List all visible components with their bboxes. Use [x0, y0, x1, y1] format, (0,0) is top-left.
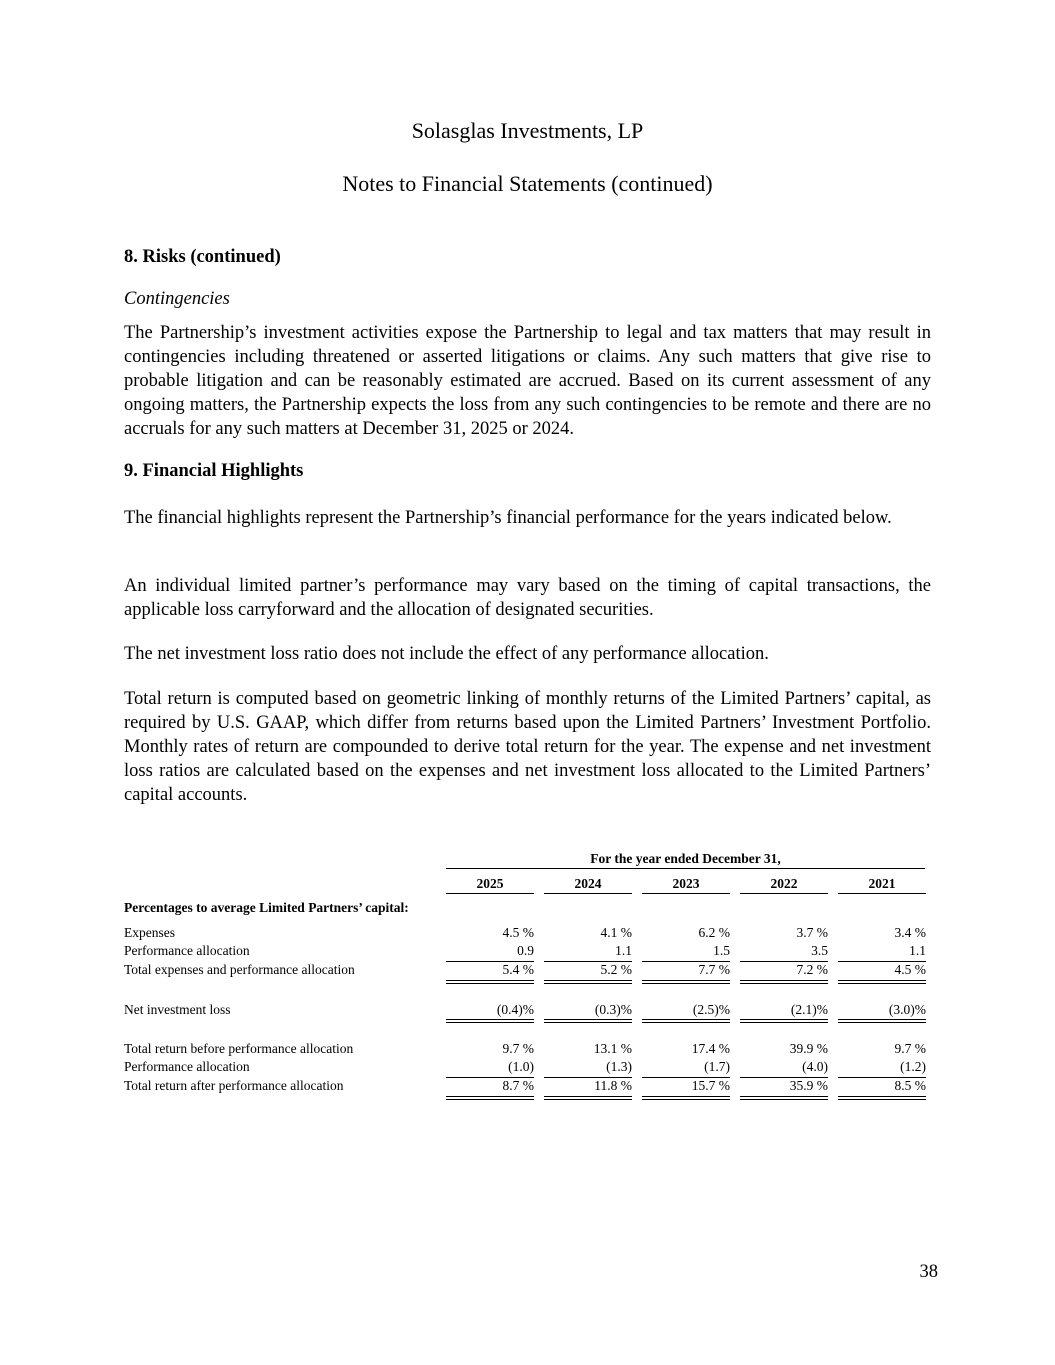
section-8-heading: 8. Risks (continued) [124, 247, 281, 267]
table-cell: 39.9 % [789, 1041, 828, 1056]
subtotal-rule [446, 961, 534, 962]
table-cell: 35.9 % [789, 1078, 828, 1093]
table-cell: 15.7 % [691, 1078, 730, 1093]
total-double-rule [740, 1019, 828, 1023]
table-cell: 3.4 % [894, 925, 926, 940]
table-cell: 4.1 % [600, 925, 632, 940]
row-label: Total return after performance allocation [124, 1078, 344, 1093]
table-cell: 7.7 % [698, 962, 730, 977]
period-underline [446, 868, 925, 869]
row-label: Total return before performance allocation [124, 1041, 354, 1056]
paragraph: Total return is computed based on geometric linking of monthly returns of the Limited Partners’ capital, as required by U.S. GAAP, which differ from returns based upon the Limited Partners’ Investment Portfolio. Monthly rates of return are compounded to derive total return for the year. The expense and net investment loss ratios are calculated based on the expenses and net investment loss allocated to the Limited Partners’ capital accounts. [124, 689, 931, 805]
subtotal-rule [446, 1077, 534, 1078]
section-label: Percentages to average Limited Partners’ capital: [124, 900, 409, 915]
table-cell: 1.5 [713, 943, 730, 958]
page-subtitle: Notes to Financial Statements (continued) [342, 171, 713, 196]
table-cell: 9.7 % [502, 1041, 534, 1056]
paragraph: An individual limited partner’s performance may vary based on the timing of capital transactions, the applicable loss carryforward and the allocation of designated securities. [124, 576, 931, 620]
subtotal-rule [642, 1077, 730, 1078]
table-cell: (2.1)% [790, 1002, 828, 1017]
paragraph: The net investment loss ratio does not include the effect of any performance allocation. [124, 644, 769, 664]
table-cell: 11.8 % [594, 1078, 632, 1093]
year-header: 2024 [574, 876, 602, 891]
subtotal-rule [740, 1077, 828, 1078]
total-double-rule [642, 980, 730, 984]
year-header: 2025 [476, 876, 504, 891]
year-underline [740, 893, 828, 894]
row-label: Expenses [124, 925, 175, 940]
table-cell: 9.7 % [894, 1041, 926, 1056]
table-cell: (0.4)% [496, 1002, 534, 1017]
subtotal-rule [544, 961, 632, 962]
total-double-rule [740, 1096, 828, 1100]
total-double-rule [544, 1019, 632, 1023]
table-cell: (2.5)% [692, 1002, 730, 1017]
contingencies-subheading: Contingencies [124, 289, 230, 309]
subtotal-rule [740, 961, 828, 962]
table-cell: (1.0) [508, 1059, 534, 1074]
table-cell: 5.4 % [502, 962, 534, 977]
period-header: For the year ended December 31, [590, 851, 781, 866]
year-header: 2021 [868, 876, 896, 891]
year-underline [446, 893, 534, 894]
total-double-rule [838, 1019, 926, 1023]
row-label: Net investment loss [124, 1002, 231, 1017]
total-double-rule [544, 980, 632, 984]
row-label: Performance allocation [124, 1059, 250, 1074]
table-cell: (4.0) [802, 1059, 828, 1074]
year-header: 2023 [672, 876, 700, 891]
table-cell: (1.2) [900, 1059, 926, 1074]
table-cell: 13.1 % [593, 1041, 632, 1056]
total-double-rule [544, 1096, 632, 1100]
subtotal-rule [544, 1077, 632, 1078]
table-cell: 17.4 % [691, 1041, 730, 1056]
total-double-rule [446, 980, 534, 984]
table-cell: (3.0)% [888, 1002, 926, 1017]
table-cell: 3.5 [811, 943, 828, 958]
subtotal-rule [838, 961, 926, 962]
paragraph: The financial highlights represent the Partnership’s financial performance for the years indicated below. [124, 508, 892, 528]
contingencies-paragraph: The Partnership’s investment activities expose the Partnership to legal and tax matters that may result in contingencies including threatened or asserted litigations or claims. Any such matters that give rise to probable litigation and can be reasonably estimated are accrued. Based on its current assessment of any ongoing matters, the Partnership expects the loss from any such contingencies to be remote and there are no accruals for any such matters at December 31, 2025 or 2024. [124, 323, 931, 439]
table-cell: (1.7) [704, 1059, 730, 1074]
page-number: 38 [919, 1262, 938, 1282]
table-cell: 4.5 % [502, 925, 534, 940]
table-cell: 8.7 % [502, 1078, 534, 1093]
table-cell: 3.7 % [796, 925, 828, 940]
total-double-rule [740, 980, 828, 984]
subtotal-rule [838, 1077, 926, 1078]
table-cell: 5.2 % [600, 962, 632, 977]
company-name: Solasglas Investments, LP [411, 118, 644, 143]
table-cell: 1.1 [615, 943, 632, 958]
subtotal-rule [642, 961, 730, 962]
total-double-rule [838, 1096, 926, 1100]
table-cell: 1.1 [909, 943, 926, 958]
table-cell: 8.5 % [894, 1078, 926, 1093]
total-double-rule [642, 1019, 730, 1023]
table-cell: (1.3) [606, 1059, 632, 1074]
total-double-rule [838, 980, 926, 984]
table-cell: 0.9 [517, 943, 534, 958]
table-cell: 7.2 % [796, 962, 828, 977]
section-9-heading: 9. Financial Highlights [124, 461, 304, 481]
total-double-rule [446, 1096, 534, 1100]
table-cell: (0.3)% [594, 1002, 632, 1017]
table-cell: 4.5 % [894, 962, 926, 977]
table-cell: 6.2 % [698, 925, 730, 940]
row-label: Total expenses and performance allocation [124, 962, 355, 977]
total-double-rule [642, 1096, 730, 1100]
total-double-rule [446, 1019, 534, 1023]
year-header: 2022 [770, 876, 798, 891]
row-label: Performance allocation [124, 943, 250, 958]
year-underline [642, 893, 730, 894]
year-underline [838, 893, 926, 894]
year-underline [544, 893, 632, 894]
